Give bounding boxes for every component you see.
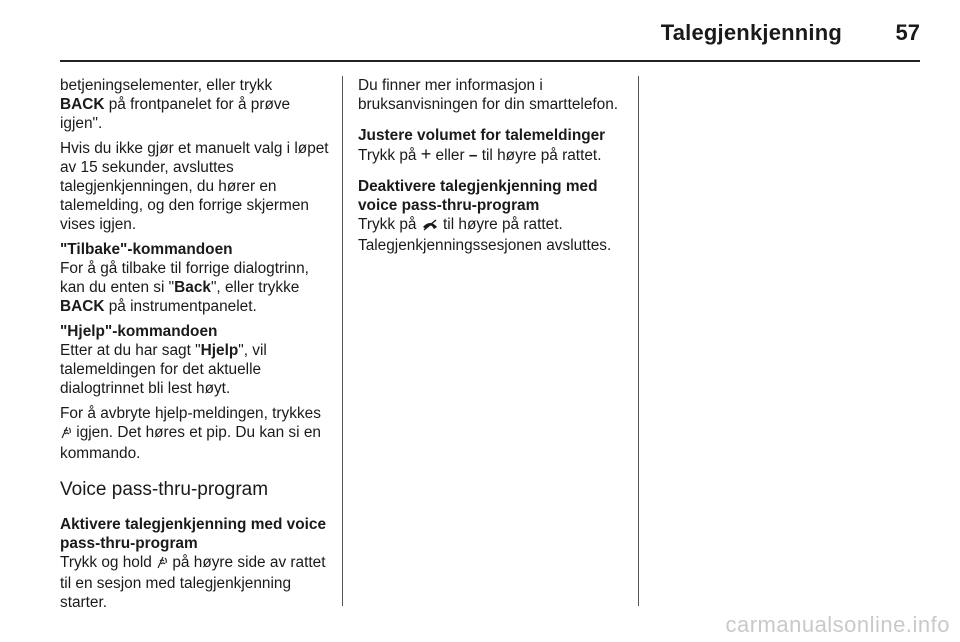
text: på høyre side av rattet til en sesjon med talegjenkjenning starter. xyxy=(60,554,326,611)
text: eller xyxy=(431,147,469,164)
text: til høyre på rattet. Talegjenkjenningssesjonen avsluttes. xyxy=(358,216,612,254)
deactivate-section xyxy=(358,177,630,255)
volume-heading: Justere volumet for talemeldinger xyxy=(358,127,606,144)
voice-command-icon xyxy=(156,555,168,574)
volume-section xyxy=(358,126,630,165)
keyword-back: BACK xyxy=(60,96,105,113)
timeout-text: Hvis du ikke gjør et manuelt valg i løpet av 15 sekunder, avsluttes talegjenkjenningen, du hører en talemelding, og den forrige skjermen vises igjen. xyxy=(60,140,329,233)
minus-icon: – xyxy=(468,147,478,164)
header-divider xyxy=(60,60,920,62)
text: igjen. Det høres et pip. Du kan si en kommando. xyxy=(60,424,321,462)
text: på frontpanelet for å prøve igjen". xyxy=(60,96,291,132)
page-title: Talegjenkjenning xyxy=(660,20,842,45)
left-column xyxy=(60,76,336,618)
paragraph-timeout xyxy=(60,139,336,234)
text: på instrumentpanelet. xyxy=(104,298,257,315)
text: Trykk på xyxy=(358,147,421,164)
text: ", eller trykke xyxy=(210,279,300,296)
text: For å avbryte hjelp-meldingen, trykkes xyxy=(60,405,321,422)
voice-command-icon xyxy=(60,425,72,444)
watermark: carmanualsonline.info xyxy=(725,612,950,637)
help-command-section xyxy=(60,322,336,463)
text: Trykk og hold xyxy=(60,554,157,571)
paragraph-more-info xyxy=(358,76,630,114)
activate-heading: Aktivere talegjenkjenning med voice pass-thru-program xyxy=(60,516,327,552)
hang-up-icon xyxy=(421,217,439,236)
text: For å gå tilbake til forrige dialogtrinn, kan du enten si " xyxy=(60,260,309,296)
paragraph-back-retry xyxy=(60,76,336,133)
back-command-section xyxy=(60,240,336,316)
text: Trykk på xyxy=(358,216,421,233)
text: betjeningselementer, eller trykk xyxy=(60,77,273,94)
more-info-text: Du finner mer informasjon i bruksanvisningen for din smarttelefon. xyxy=(358,77,619,113)
page-header xyxy=(0,0,960,64)
keyword-help: Hjelp xyxy=(200,342,239,359)
keyword-back-word: Back xyxy=(174,279,211,296)
right-column xyxy=(358,76,630,261)
keyword-back-button: BACK xyxy=(60,298,105,315)
text: til høyre på rattet. xyxy=(477,147,602,164)
page-number: 57 xyxy=(895,20,920,45)
deactivate-heading: Deaktivere talegjenkjenning med voice pass-thru-program xyxy=(358,178,598,214)
text: Etter at du har sagt " xyxy=(60,342,201,359)
back-command-heading: "Tilbake"-kommandoen xyxy=(60,241,233,258)
section-title-voice-pass-thru: Voice pass-thru-program xyxy=(60,479,269,500)
column-divider-1 xyxy=(342,76,343,606)
plus-icon: + xyxy=(420,144,432,164)
activate-section xyxy=(60,515,336,612)
column-divider-2 xyxy=(638,76,639,606)
text: ", vil talemeldingen for det aktuelle dialogtrinnet bli lest høyt. xyxy=(60,342,267,397)
help-command-heading: "Hjelp"-kommandoen xyxy=(60,323,218,340)
